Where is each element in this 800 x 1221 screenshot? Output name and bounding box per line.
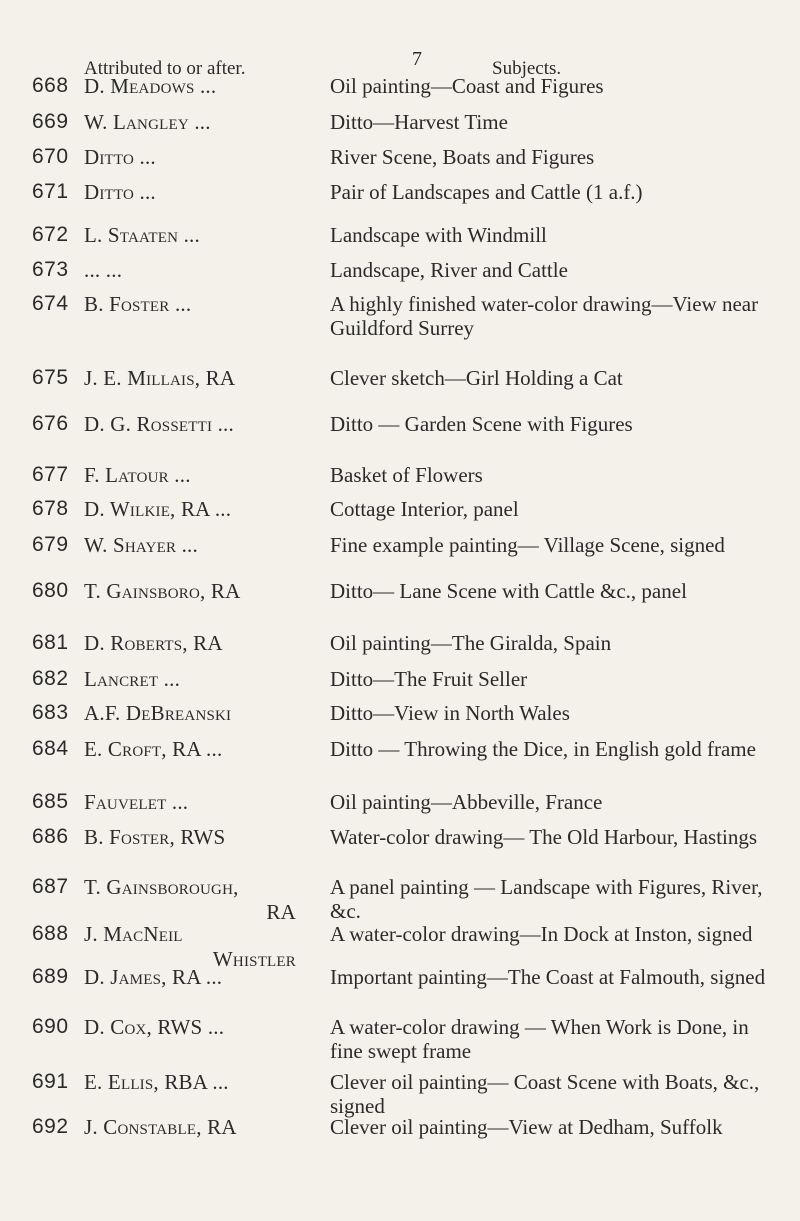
lot-number: 683 <box>32 701 69 724</box>
page-number: 7 <box>412 48 422 70</box>
lot-number: 685 <box>32 790 69 813</box>
lot-artist <box>84 463 316 488</box>
lot-artist <box>84 875 316 925</box>
lot-number: 688 <box>32 922 69 945</box>
lot-number: 690 <box>32 1015 69 1038</box>
lot-artist <box>84 412 316 437</box>
lot-artist <box>84 1015 316 1040</box>
lot-artist-line1: J. MacNeil <box>84 922 183 946</box>
lot-subject: Ditto—View in North Wales <box>330 701 570 725</box>
lot-artist-line1: Ditto ... <box>84 145 156 169</box>
lot-number: 673 <box>32 258 69 281</box>
lot-number: 668 <box>32 74 69 97</box>
subjects-column-header: Subjects. <box>492 58 562 79</box>
lot-subject: A water-color drawing — When Work is Done, in fine swept frame <box>330 1015 749 1063</box>
lot-artist <box>84 180 316 205</box>
lot-artist <box>84 737 316 762</box>
lot-subject: River Scene, Boats and Figures <box>330 145 595 169</box>
lot-artist-line1: D. G. Rossetti ... <box>84 412 234 436</box>
lot-artist-line1: E. Croft, RA ... <box>84 737 223 761</box>
lot-artist-line1: B. Foster ... <box>84 292 192 316</box>
lot-subject: Ditto— Lane Scene with Cattle &c., panel <box>330 579 687 603</box>
lot-subject: Oil painting—Abbeville, France <box>330 790 603 814</box>
lot-artist-line1: W. Langley ... <box>84 110 211 134</box>
lot-artist <box>84 790 316 815</box>
lot-artist-line1: D. Meadows ... <box>84 74 217 98</box>
lot-number: 674 <box>32 292 69 315</box>
lot-artist-line2: Whistler <box>212 947 296 971</box>
lot-artist <box>84 110 316 135</box>
lot-subject: Ditto — Garden Scene with Figures <box>330 412 633 436</box>
lot-subject: Important painting—The Coast at Falmouth, signed <box>330 965 766 989</box>
lot-artist-line1: D. James, RA ... <box>84 965 223 989</box>
lot-artist <box>84 667 316 692</box>
lot-number: 691 <box>32 1070 69 1093</box>
lot-number: 675 <box>32 366 69 389</box>
lot-artist-line2: RA <box>266 900 296 924</box>
lot-artist-line1: ... ... <box>84 258 123 282</box>
lot-subject: Ditto—The Fruit Seller <box>330 667 528 691</box>
lot-subject: Fine example painting— Village Scene, signed <box>330 533 725 557</box>
lot-number: 679 <box>32 533 69 556</box>
lot-artist-line1: D. Roberts, RA <box>84 631 223 655</box>
lot-subject: A highly finished water-color drawing—View near Guildford Surrey <box>330 292 759 340</box>
lot-artist <box>84 292 316 317</box>
lot-subject: Ditto — Throwing the Dice, in English gold frame <box>330 737 756 761</box>
lot-artist <box>84 965 316 990</box>
lot-artist-line1: E. Ellis, RBA ... <box>84 1070 229 1094</box>
lot-subject: Clever oil painting— Coast Scene with Boats, &c., signed <box>330 1070 760 1118</box>
lot-artist-line1: T. Gainsboro, RA <box>84 579 241 603</box>
lot-number: 678 <box>32 497 69 520</box>
lot-artist <box>84 497 316 522</box>
lot-subject: Landscape, River and Cattle <box>330 258 568 282</box>
lot-number: 680 <box>32 579 69 602</box>
lot-subject: Oil painting—The Giralda, Spain <box>330 631 612 655</box>
lot-artist-line1: Lancret ... <box>84 667 181 691</box>
lot-number: 672 <box>32 223 69 246</box>
lot-artist <box>84 825 316 850</box>
lot-number: 676 <box>32 412 69 435</box>
lot-artist <box>84 631 316 656</box>
attribution-column-header: Attributed to or after. <box>84 58 246 79</box>
lot-artist <box>84 223 316 248</box>
lot-subject: A water-color drawing—In Dock at Inston, signed <box>330 922 753 946</box>
lot-number: 671 <box>32 180 69 203</box>
lot-number: 692 <box>32 1115 69 1138</box>
lot-subject: Clever sketch—Girl Holding a Cat <box>330 366 623 390</box>
lot-artist <box>84 74 316 99</box>
lot-artist-line1: Ditto ... <box>84 180 156 204</box>
lot-number: 669 <box>32 110 69 133</box>
lot-artist-line1: A.F. DeBreanski <box>84 701 232 725</box>
lot-subject: Cottage Interior, panel <box>330 497 519 521</box>
lot-subject: Clever oil painting—View at Dedham, Suffolk <box>330 1115 723 1139</box>
lot-artist-line1: J. E. Millais, RA <box>84 366 236 390</box>
lot-number: 682 <box>32 667 69 690</box>
lot-subject: A panel painting — Landscape with Figures, River, &c. <box>330 875 763 923</box>
lot-subject: Oil painting—Coast and Figures <box>330 74 604 98</box>
lot-artist-line1: L. Staaten ... <box>84 223 200 247</box>
lot-artist-line1: F. Latour ... <box>84 463 191 487</box>
lot-artist-line1: T. Gainsborough, <box>84 875 239 899</box>
lot-number: 670 <box>32 145 69 168</box>
lot-artist-line1: B. Foster, RWS <box>84 825 226 849</box>
lot-artist <box>84 258 316 283</box>
lot-artist-line1: J. Constable, RA <box>84 1115 237 1139</box>
lot-number: 684 <box>32 737 69 760</box>
lot-artist <box>84 579 316 604</box>
lot-subject: Water-color drawing— The Old Harbour, Hastings <box>330 825 758 849</box>
lot-artist-line1: D. Wilkie, RA ... <box>84 497 232 521</box>
lot-artist <box>84 1070 316 1095</box>
lot-artist-line1: D. Cox, RWS ... <box>84 1015 225 1039</box>
lot-artist <box>84 1115 316 1140</box>
lot-artist <box>84 145 316 170</box>
lot-artist <box>84 701 316 726</box>
lot-number: 686 <box>32 825 69 848</box>
lot-subject: Basket of Flowers <box>330 463 483 487</box>
lot-number: 677 <box>32 463 69 486</box>
lot-number: 689 <box>32 965 69 988</box>
lot-subject: Ditto—Harvest Time <box>330 110 508 134</box>
lot-artist-line1: Fauvelet ... <box>84 790 189 814</box>
lot-artist <box>84 366 316 391</box>
lot-subject: Pair of Landscapes and Cattle (1 a.f.) <box>330 180 643 204</box>
lot-number: 681 <box>32 631 69 654</box>
lot-number: 687 <box>32 875 69 898</box>
lot-artist <box>84 533 316 558</box>
lot-artist-line1: W. Shayer ... <box>84 533 198 557</box>
lot-subject: Landscape with Windmill <box>330 223 547 247</box>
